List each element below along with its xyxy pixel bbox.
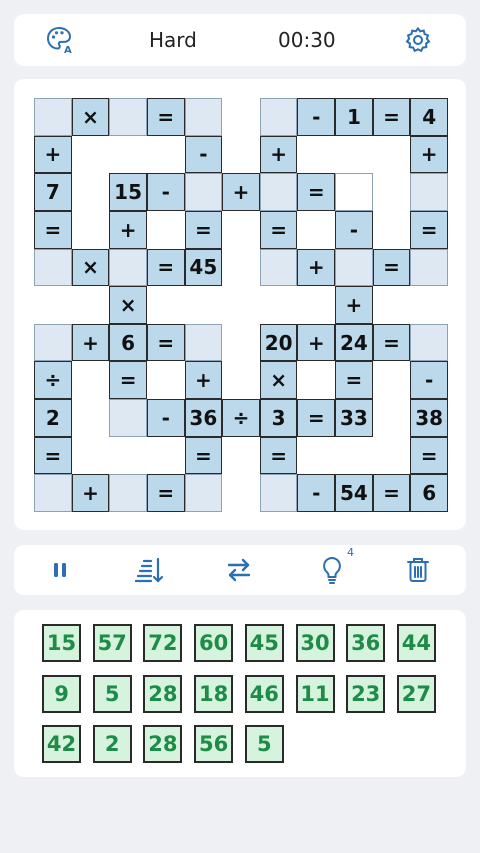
empty-cell[interactable] <box>185 173 223 211</box>
empty-cell[interactable] <box>185 324 223 362</box>
operator-cell: - <box>185 136 223 174</box>
operator-cell: ÷ <box>222 399 260 437</box>
operator-cell: = <box>185 437 223 475</box>
operator-cell: = <box>373 474 411 512</box>
swap-icon[interactable] <box>223 554 255 586</box>
operator-cell: + <box>297 324 335 362</box>
difficulty-label: Hard <box>149 28 197 52</box>
number-tray <box>14 610 466 777</box>
empty-cell[interactable] <box>335 249 373 287</box>
number-cell: 20 <box>260 324 298 362</box>
number-cell: 24 <box>335 324 373 362</box>
number-tile[interactable]: 9 <box>42 675 81 713</box>
operator-cell: = <box>147 324 185 362</box>
number-tile[interactable]: 23 <box>346 675 385 713</box>
gear-icon[interactable] <box>402 24 434 56</box>
number-tile[interactable]: 27 <box>397 675 436 713</box>
empty-cell[interactable] <box>185 98 223 136</box>
number-cell: 15 <box>109 173 147 211</box>
operator-cell: = <box>410 437 448 475</box>
operator-cell: = <box>147 474 185 512</box>
empty-cell[interactable] <box>109 399 147 437</box>
sort-icon[interactable] <box>134 554 166 586</box>
number-cell: 38 <box>410 399 448 437</box>
operator-cell: + <box>34 136 72 174</box>
number-tile[interactable]: 28 <box>143 675 182 713</box>
trash-icon[interactable] <box>402 554 434 586</box>
number-tile[interactable]: 72 <box>143 624 182 662</box>
operator-cell: = <box>297 173 335 211</box>
number-tile[interactable]: 42 <box>42 725 81 763</box>
empty-cell[interactable] <box>109 474 147 512</box>
operator-cell: = <box>260 211 298 249</box>
empty-cell[interactable] <box>410 324 448 362</box>
operator-cell: = <box>373 249 411 287</box>
operator-cell: = <box>260 437 298 475</box>
number-cell: 6 <box>410 474 448 512</box>
empty-cell[interactable] <box>34 249 72 287</box>
number-cell: 7 <box>34 173 72 211</box>
number-cell: 54 <box>335 474 373 512</box>
empty-cell[interactable] <box>410 249 448 287</box>
number-tile[interactable]: 30 <box>296 624 335 662</box>
toolbar <box>14 545 466 595</box>
operator-cell: - <box>297 98 335 136</box>
empty-cell[interactable] <box>260 249 298 287</box>
number-cell: 6 <box>109 324 147 362</box>
number-tile[interactable]: 18 <box>194 675 233 713</box>
operator-cell: = <box>410 211 448 249</box>
operator-cell: - <box>297 474 335 512</box>
number-tile[interactable]: 45 <box>245 624 284 662</box>
number-tile[interactable]: 36 <box>346 624 385 662</box>
pause-icon[interactable] <box>44 554 76 586</box>
operator-cell: ÷ <box>34 361 72 399</box>
number-tile[interactable]: 5 <box>245 725 284 763</box>
operator-cell: = <box>147 249 185 287</box>
operator-cell: × <box>109 286 147 324</box>
operator-cell: = <box>373 98 411 136</box>
empty-cell[interactable] <box>410 173 448 211</box>
number-cell: 33 <box>335 399 373 437</box>
operator-cell: + <box>185 361 223 399</box>
number-tile[interactable]: 46 <box>245 675 284 713</box>
empty-cell[interactable] <box>260 98 298 136</box>
operator-cell: = <box>147 98 185 136</box>
number-tile[interactable]: 28 <box>143 725 182 763</box>
operator-cell: + <box>72 474 110 512</box>
number-tile[interactable]: 56 <box>194 725 233 763</box>
operator-cell: = <box>373 324 411 362</box>
timer: 00:30 <box>278 28 336 52</box>
number-cell: 3 <box>260 399 298 437</box>
number-cell: 45 <box>185 249 223 287</box>
operator-cell: = <box>297 399 335 437</box>
operator-cell: × <box>260 361 298 399</box>
svg-text:A: A <box>64 45 72 55</box>
puzzle-grid <box>34 98 448 512</box>
empty-cell[interactable] <box>34 324 72 362</box>
empty-cell[interactable] <box>260 173 298 211</box>
operator-cell: - <box>335 211 373 249</box>
number-cell: 4 <box>410 98 448 136</box>
number-tile[interactable]: 2 <box>93 725 132 763</box>
number-cell: 2 <box>34 399 72 437</box>
operator-cell: - <box>147 173 185 211</box>
operator-cell: = <box>335 361 373 399</box>
empty-cell[interactable] <box>260 474 298 512</box>
lightbulb-icon[interactable] <box>316 546 354 586</box>
operator-cell: + <box>410 136 448 174</box>
empty-cell[interactable] <box>109 98 147 136</box>
operator-cell: = <box>34 437 72 475</box>
empty-cell[interactable] <box>185 474 223 512</box>
hint-count-badge: 4 <box>347 546 354 559</box>
operator-cell: + <box>72 324 110 362</box>
operator-cell: + <box>335 286 373 324</box>
number-tile[interactable]: 57 <box>93 624 132 662</box>
puzzle-board <box>14 79 466 530</box>
operator-cell: × <box>72 249 110 287</box>
operator-cell: + <box>297 249 335 287</box>
number-tile[interactable]: 5 <box>93 675 132 713</box>
number-tile[interactable]: 60 <box>194 624 233 662</box>
palette-icon[interactable] <box>44 24 76 56</box>
operator-cell: = <box>109 361 147 399</box>
empty-cell[interactable] <box>34 474 72 512</box>
empty-cell[interactable] <box>109 249 147 287</box>
operator-cell: = <box>34 211 72 249</box>
number-cell: 36 <box>185 399 223 437</box>
operator-cell: - <box>410 361 448 399</box>
operator-cell: + <box>109 211 147 249</box>
operator-cell: - <box>147 399 185 437</box>
operator-cell: + <box>222 173 260 211</box>
operator-cell: = <box>185 211 223 249</box>
number-tile[interactable]: 11 <box>296 675 335 713</box>
operator-cell: × <box>72 98 110 136</box>
number-tile[interactable]: 15 <box>42 624 81 662</box>
empty-cell[interactable] <box>335 173 373 211</box>
operator-cell: + <box>260 136 298 174</box>
number-tile[interactable]: 44 <box>397 624 436 662</box>
number-cell: 1 <box>335 98 373 136</box>
empty-cell[interactable] <box>34 98 72 136</box>
top-bar <box>14 14 466 66</box>
